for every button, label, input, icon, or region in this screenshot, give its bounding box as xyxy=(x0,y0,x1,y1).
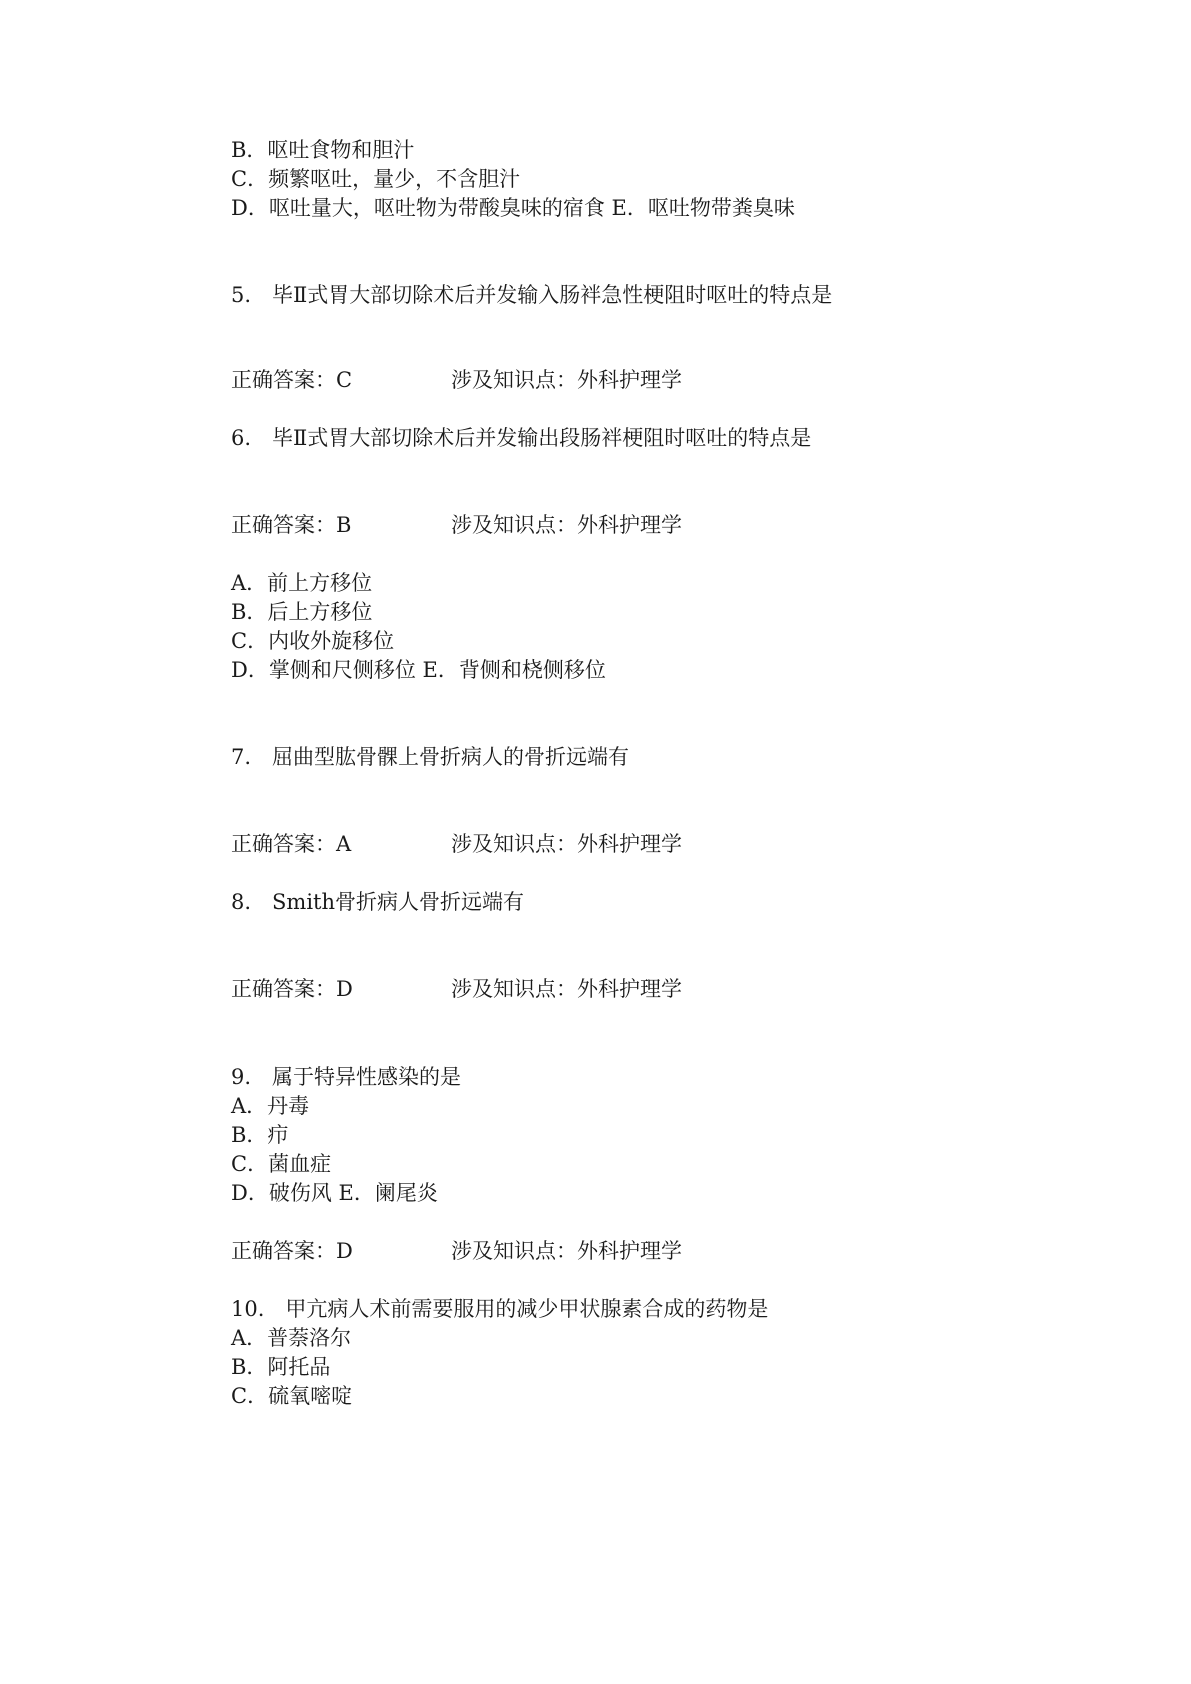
option-b: B．疖 xyxy=(231,1123,289,1147)
question-9: 9. 属于特异性感染的是 xyxy=(231,1065,462,1089)
answer-line-8 xyxy=(231,973,682,1005)
topic-8: 涉及知识点：外科护理学 xyxy=(451,977,682,1001)
option-d-e: D．呕吐量大，呕吐物为带酸臭味的宿食 E．呕吐物带粪臭味 xyxy=(231,196,795,220)
answer-8: 正确答案：D xyxy=(231,977,353,1001)
answer-line-5 xyxy=(231,364,682,396)
option-a: A．前上方移位 xyxy=(231,571,373,595)
question-6: 6. 毕Ⅱ式胃大部切除术后并发输出段肠袢梗阻时呕吐的特点是 xyxy=(231,426,812,450)
topic-7: 涉及知识点：外科护理学 xyxy=(451,832,682,856)
question-5: 5. 毕Ⅱ式胃大部切除术后并发输入肠袢急性梗阻时呕吐的特点是 xyxy=(231,283,833,307)
topic-9: 涉及知识点：外科护理学 xyxy=(451,1239,682,1263)
answer-6: 正确答案：B xyxy=(231,513,352,537)
option-c: C．频繁呕吐，量少，不含胆汁 xyxy=(231,167,521,191)
topic-5: 涉及知识点：外科护理学 xyxy=(451,368,682,392)
topic-6: 涉及知识点：外科护理学 xyxy=(451,513,682,537)
answer-line-7 xyxy=(231,828,682,860)
answer-7: 正确答案：A xyxy=(231,832,352,856)
option-c: C．内收外旋移位 xyxy=(231,629,395,653)
question-8: 8. Smith骨折病人骨折远端有 xyxy=(231,890,525,914)
option-d-e: D．破伤风 E．阑尾炎 xyxy=(231,1181,438,1205)
answer-5: 正确答案：C xyxy=(231,368,353,392)
answer-9: 正确答案：D xyxy=(231,1239,353,1263)
option-c: C．菌血症 xyxy=(231,1152,332,1176)
option-b: B．阿托品 xyxy=(231,1355,331,1379)
option-b: B．呕吐食物和胆汁 xyxy=(231,138,415,162)
answer-line-9 xyxy=(231,1235,682,1267)
option-b: B．后上方移位 xyxy=(231,600,373,624)
question-7: 7. 屈曲型肱骨髁上骨折病人的骨折远端有 xyxy=(231,745,630,769)
option-a: A．普萘洛尔 xyxy=(231,1326,352,1350)
option-d-e: D．掌侧和尺侧移位 E．背侧和桡侧移位 xyxy=(231,658,606,682)
option-c: C．硫氧嘧啶 xyxy=(231,1384,353,1408)
option-a: A．丹毒 xyxy=(231,1094,310,1118)
answer-line-6 xyxy=(231,509,682,541)
question-10: 10. 甲亢病人术前需要服用的减少甲状腺素合成的药物是 xyxy=(231,1297,769,1321)
